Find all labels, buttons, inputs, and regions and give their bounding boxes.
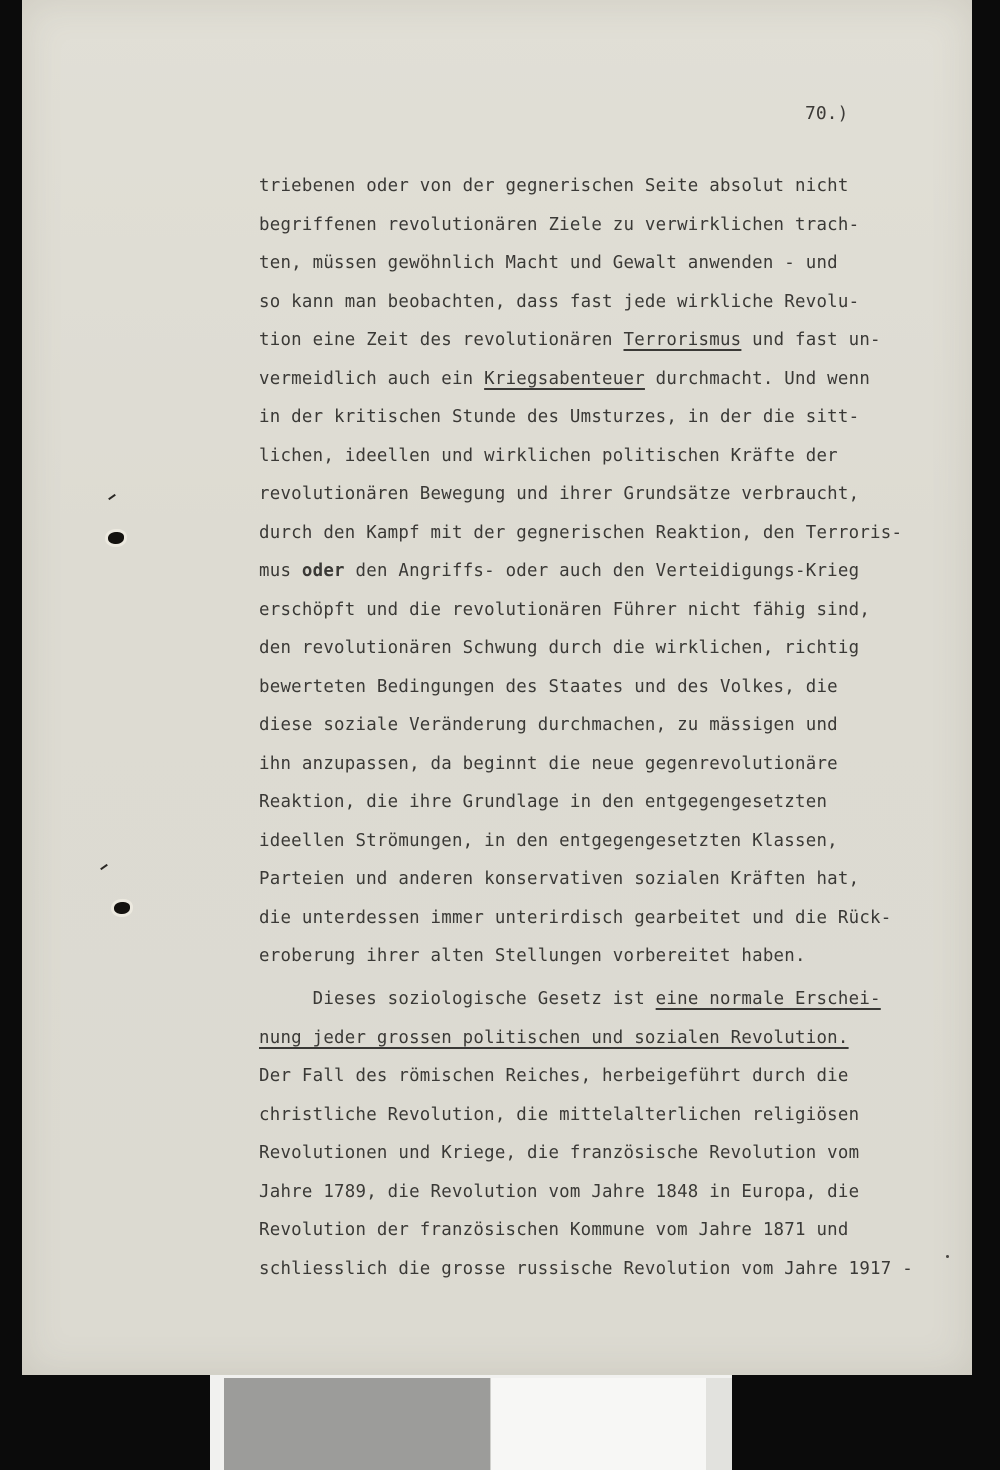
text-line-17: Reaktion, die ihre Grundlage in den entgegengesetzten <box>259 792 828 812</box>
text-line-12: erschöpft und die revolutionären Führer nicht fähig sind, <box>259 599 871 620</box>
margin-tick-mark <box>100 864 108 870</box>
text-line-23 <box>259 1028 849 1056</box>
gray-reference-card <box>224 1378 490 1470</box>
underlined-kriegsabenteuer: Kriegsabenteuer <box>484 368 645 389</box>
page-number: 70.) <box>805 103 849 124</box>
text-line-9: revolutionären Bewegung und ihrer Grundsätze verbraucht, <box>259 484 860 504</box>
underlined-terrorismus: Terrorismus <box>623 330 742 350</box>
text-line-24: Der Fall des römischen Reiches, herbeigeführt durch die <box>259 1066 849 1086</box>
text-line-29: schliesslich die grosse russische Revolution vom Jahre 1917 - <box>259 1258 913 1279</box>
text-line-4: so kann man beobachten, dass fast jede wirkliche Revolu- <box>259 291 860 312</box>
white-reference-card <box>490 1378 707 1470</box>
text-line-15: diese soziale Veränderung durchmachen, zu mässigen und <box>259 715 838 735</box>
text-line-13: den revolutionären Schwung durch die wirklichen, richtig <box>259 638 860 658</box>
punch-hole-lower <box>114 902 130 914</box>
bold-oder: oder <box>301 561 345 581</box>
text-line-28: Revolution der französischen Kommune vom Jahre 1871 und <box>259 1220 849 1240</box>
text-line-22: Dieses soziologische Gesetz ist eine normale Erschei- <box>259 989 881 1009</box>
margin-tick-mark <box>108 494 116 500</box>
text-line-27: Jahre 1789, die Revolution vom Jahre 1848 in Europa, die <box>259 1181 860 1202</box>
text-line-21: eroberung ihrer alten Stellungen vorbereitet haben. <box>259 946 806 966</box>
margin-dot <box>946 1255 949 1258</box>
text-line-14: bewerteten Bedingungen des Staates und des Volkes, die <box>259 676 838 697</box>
text-line-11: mus oder den Angriffs- oder auch den Verteidigungs-Krieg <box>259 561 860 581</box>
text-line-19: Parteien und anderen konservativen sozialen Kräften hat, <box>259 869 860 889</box>
text-line-3: ten, müssen gewöhnlich Macht und Gewalt anwenden - und <box>259 253 838 273</box>
text-line-2: begriffenen revolutionären Ziele zu verwirklichen trach- <box>259 214 860 235</box>
text-line-6: vermeidlich auch ein Kriegsabenteuer durchmacht. Und wenn <box>259 368 871 389</box>
text-line-1: triebenen oder von der gegnerischen Seite absolut nicht <box>259 176 849 196</box>
underlined-normale-erscheinung: eine normale Erschei- <box>655 989 881 1009</box>
text-line-7: in der kritischen Stunde des Umsturzes, in der die sitt- <box>259 407 860 427</box>
text-line-18: ideellen Strömungen, in den entgegengesetzten Klassen, <box>259 830 838 851</box>
text-line-10: durch den Kampf mit der gegnerischen Reaktion, den Terroris- <box>259 522 903 543</box>
text-line-25: christliche Revolution, die mittelalterlichen religiösen <box>259 1104 860 1125</box>
text-line-5: tion eine Zeit des revolutionären Terrorismus und fast un- <box>259 330 881 350</box>
typewritten-page <box>22 0 972 1375</box>
punch-hole-upper <box>108 532 124 544</box>
text-line-20: die unterdessen immer unterirdisch gearbeitet und die Rück- <box>259 907 892 928</box>
reference-card-tab <box>706 1378 732 1470</box>
text-line-26: Revolutionen und Kriege, die französische Revolution vom <box>259 1143 860 1163</box>
underlined-revolution-sentence: nung jeder grossen politischen und sozialen Revolution. <box>259 1027 849 1048</box>
text-line-16: ihn anzupassen, da beginnt die neue gegenrevolutionäre <box>259 753 838 774</box>
text-line-8: lichen, ideellen und wirklichen politischen Kräfte der <box>259 445 838 466</box>
